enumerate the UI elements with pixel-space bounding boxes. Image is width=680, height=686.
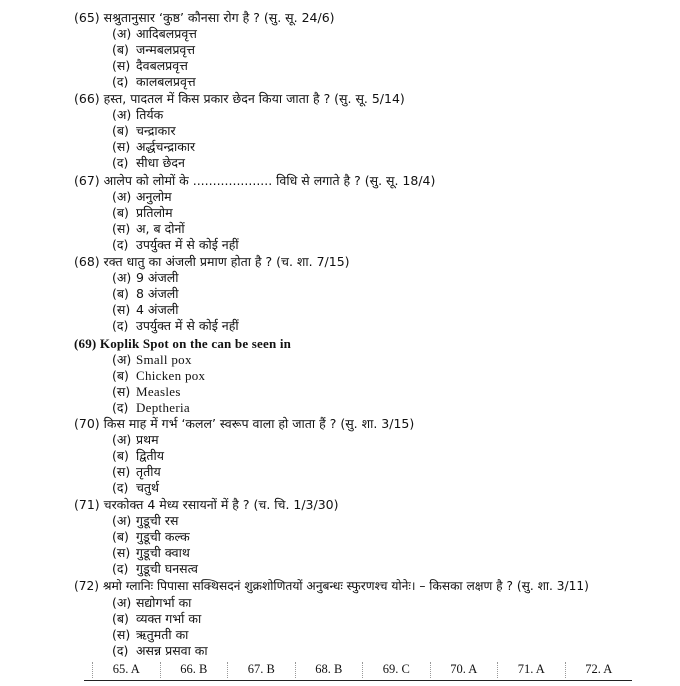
- option-70-a: (अ) प्रथम: [112, 432, 159, 447]
- answer-71: 71. A: [497, 662, 565, 678]
- option-65-a: (अ) आदिबलप्रवृत्त: [112, 26, 197, 41]
- option-65-b: (ब) जन्मबलप्रवृत्त: [112, 42, 196, 57]
- option-68-c: (स) 4 अंजली: [112, 302, 179, 317]
- option-71-d: (द) गुडूची घनसत्व: [112, 561, 198, 576]
- bottom-divider: [84, 680, 632, 681]
- question-68: (68) रक्त धातु का अंजली प्रमाण होता है ? (च. शा. 7/15): [74, 254, 350, 269]
- option-69-d: (द) Deptheria: [112, 400, 190, 415]
- question-71: (71) चरकोक्त 4 मेध्य रसायनों में है ? (च. चि. 1/3/30): [74, 497, 339, 512]
- option-71-c: (स) गुडूची क्वाथ: [112, 545, 190, 560]
- option-67-c: (स) अ, ब दोनों: [112, 221, 185, 236]
- answer-68: 68. B: [295, 662, 363, 678]
- answer-70: 70. A: [430, 662, 498, 678]
- question-70: (70) किस माह में गर्भ ‘कलल’ स्वरूप वाला हो जाता हैं ? (सु. शा. 3/15): [74, 416, 415, 431]
- option-71-b: (ब) गुडूची कल्क: [112, 529, 190, 544]
- answer-65: 65. A: [92, 662, 160, 678]
- answer-67: 67. B: [227, 662, 295, 678]
- question-69: (69) Koplik Spot on the can be seen in: [74, 336, 292, 351]
- option-66-d: (द) सीधा छेदन: [112, 155, 185, 170]
- option-69-a: (अ) Small pox: [112, 352, 192, 367]
- option-70-b: (ब) द्वितीय: [112, 448, 165, 463]
- option-66-a: (अ) तिर्यक: [112, 107, 164, 122]
- question-66: (66) हस्त, पादतल में किस प्रकार छेदन किया जाता है ? (सु. सू. 5/14): [74, 91, 405, 106]
- option-66-b: (ब) चन्द्राकार: [112, 123, 176, 138]
- option-67-a: (अ) अनुलोम: [112, 189, 172, 204]
- answer-72: 72. A: [565, 662, 633, 678]
- answer-key: [92, 662, 632, 678]
- option-71-a: (अ) गुडूची रस: [112, 513, 179, 528]
- option-67-b: (ब) प्रतिलोम: [112, 205, 173, 220]
- option-65-c: (स) दैवबलप्रवृत्त: [112, 58, 188, 73]
- question-72: (72) श्रमो ग्लानिः पिपासा सक्थिसदनं शुक्रशोणितयों अनुबन्धः स्फुरणश्च योनेः। – किसका लक्षण है ? (सु. शा. 3/11): [74, 579, 589, 593]
- option-70-d: (द) चतुर्थ: [112, 480, 160, 495]
- option-72-d: (द) असन्न प्रसवा का: [112, 643, 208, 658]
- option-69-c: (स) Measles: [112, 384, 181, 399]
- answer-66: 66. B: [160, 662, 228, 678]
- option-65-d: (द) कालबलप्रवृत्त: [112, 74, 196, 89]
- option-66-c: (स) अर्द्धचन्द्राकार: [112, 139, 196, 154]
- option-72-a: (अ) सद्योगर्भा का: [112, 595, 192, 610]
- answer-69: 69. C: [362, 662, 430, 678]
- option-69-b: (ब) Chicken pox: [112, 368, 206, 383]
- option-68-b: (ब) 8 अंजली: [112, 286, 179, 301]
- option-72-c: (स) ऋतुमती का: [112, 627, 189, 642]
- option-67-d: (द) उपर्युक्त में से कोई नहीं: [112, 237, 239, 252]
- option-68-d: (द) उपर्युक्त में से कोई नहीं: [112, 318, 239, 333]
- question-67: (67) आलेप को लोमों के .................... विधि से लगाते है ? (सु. सू. 18/4): [74, 173, 436, 188]
- option-72-b: (ब) व्यक्त गर्भा का: [112, 611, 202, 626]
- question-65: (65) सश्रुतानुसार ‘कुष्ठ’ कौनसा रोग है ? (सु. सू. 24/6): [74, 10, 335, 25]
- option-70-c: (स) तृतीय: [112, 464, 161, 479]
- option-68-a: (अ) 9 अंजली: [112, 270, 179, 285]
